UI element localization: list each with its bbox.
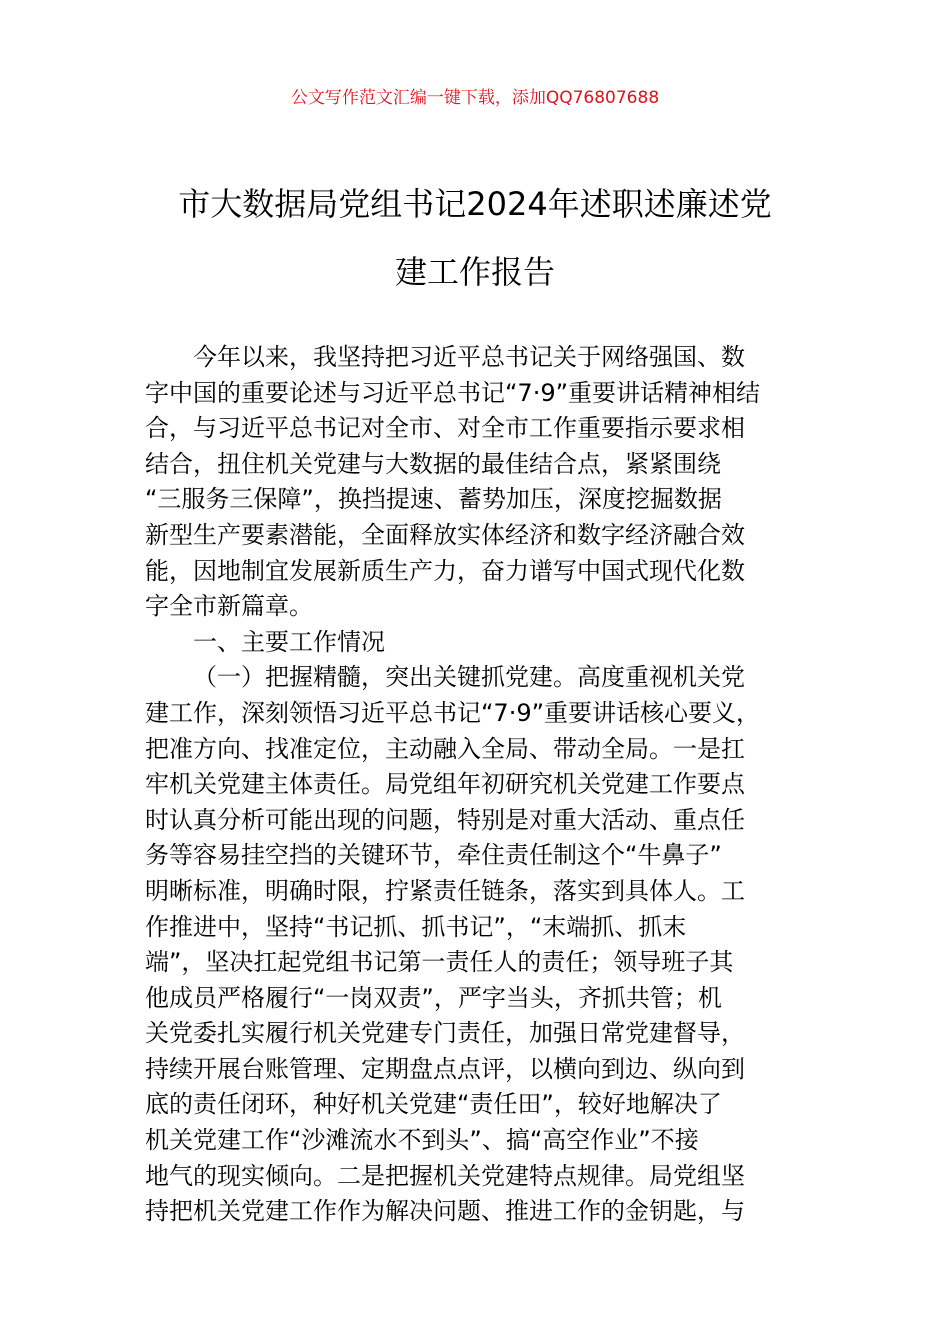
- paragraph-line: 端”，坚决扛起党组书记第一责任人的责任；领导班子其: [145, 948, 734, 977]
- paragraph-line: 务等容易挂空挡的关键环节，牵住责任制这个“牛鼻子”: [145, 841, 722, 870]
- paragraph-line: 今年以来，我坚持把习近平总书记关于网络强国、数: [193, 343, 745, 371]
- paragraph-line: 持续开展台账管理、定期盘点点评，以横向到边、纵向到: [145, 1054, 745, 1083]
- paragraph-line: 机关党建工作“沙滩流水不到头”、搞“高空作业”不接: [145, 1126, 699, 1155]
- paragraph-line: 字全市新篇章。: [145, 592, 313, 621]
- title-line-2: 建工作报告: [394, 253, 555, 291]
- paragraph-line: 结合，扭住机关党建与大数据的最佳结合点，紧紧围绕: [145, 449, 721, 478]
- paragraph-line: 地气的现实倾向。二是把握机关党建特点规律。局党组坚: [145, 1161, 745, 1190]
- paragraph-line: 牢机关党建主体责任。局党组年初研究机关党建工作要点: [145, 770, 745, 799]
- paragraph-line: 他成员严格履行“一岗双责”，严字当头，齐抓共管；机: [145, 983, 722, 1012]
- paragraph-line: 新型生产要素潜能，全面释放实体经济和数字经济融合效: [145, 520, 745, 549]
- paragraph-line: （一）把握精髓，突出关键抓党建。高度重视机关党: [193, 663, 745, 692]
- body-text: [145, 340, 805, 1230]
- paragraph-line: 把准方向、找准定位，主动融入全局、带动全局。一是扛: [145, 734, 745, 763]
- paragraph-line: 关党委扎实履行机关党建专门责任，加强日常党建督导，: [145, 1019, 745, 1048]
- paragraph-line: 明晰标准，明确时限，拧紧责任链条，落实到具体人。工: [145, 876, 745, 905]
- title-line-1: 市大数据局党组书记2024年述职述廉述党: [178, 185, 772, 223]
- paragraph-line: 字中国的重要论述与习近平总书记“7·9”重要讲话精神相结: [145, 378, 761, 407]
- paragraph-line: 时认真分析可能出现的问题，特别是对重大活动、重点任: [145, 805, 745, 834]
- paragraph-line: 持把机关党建工作作为解决问题、推进工作的金钥匙，与: [145, 1197, 745, 1226]
- paragraph-line: 作推进中，坚持“书记抓、抓书记”，“末端抓、抓末: [145, 912, 687, 941]
- paragraph-line: 建工作，深刻领悟习近平总书记“7·9”重要讲话核心要义，: [145, 698, 761, 727]
- paragraph-line: “三服务三保障”，换挡提速、蓄势加压，深度挖掘数据: [145, 485, 722, 514]
- section-heading: 一、主要工作情况: [193, 627, 385, 656]
- paragraph-line: 能，因地制宜发展新质生产力，奋力谱写中国式现代化数: [145, 556, 745, 585]
- download-banner: 公文写作范文汇编一键下载，添加QQ76807688: [290, 88, 660, 108]
- paragraph-line: 底的责任闭环，种好机关党建“责任田”，较好地解决了: [145, 1090, 722, 1119]
- paragraph-line: 合，与习近平总书记对全市、对全市工作重要指示要求相: [145, 414, 745, 443]
